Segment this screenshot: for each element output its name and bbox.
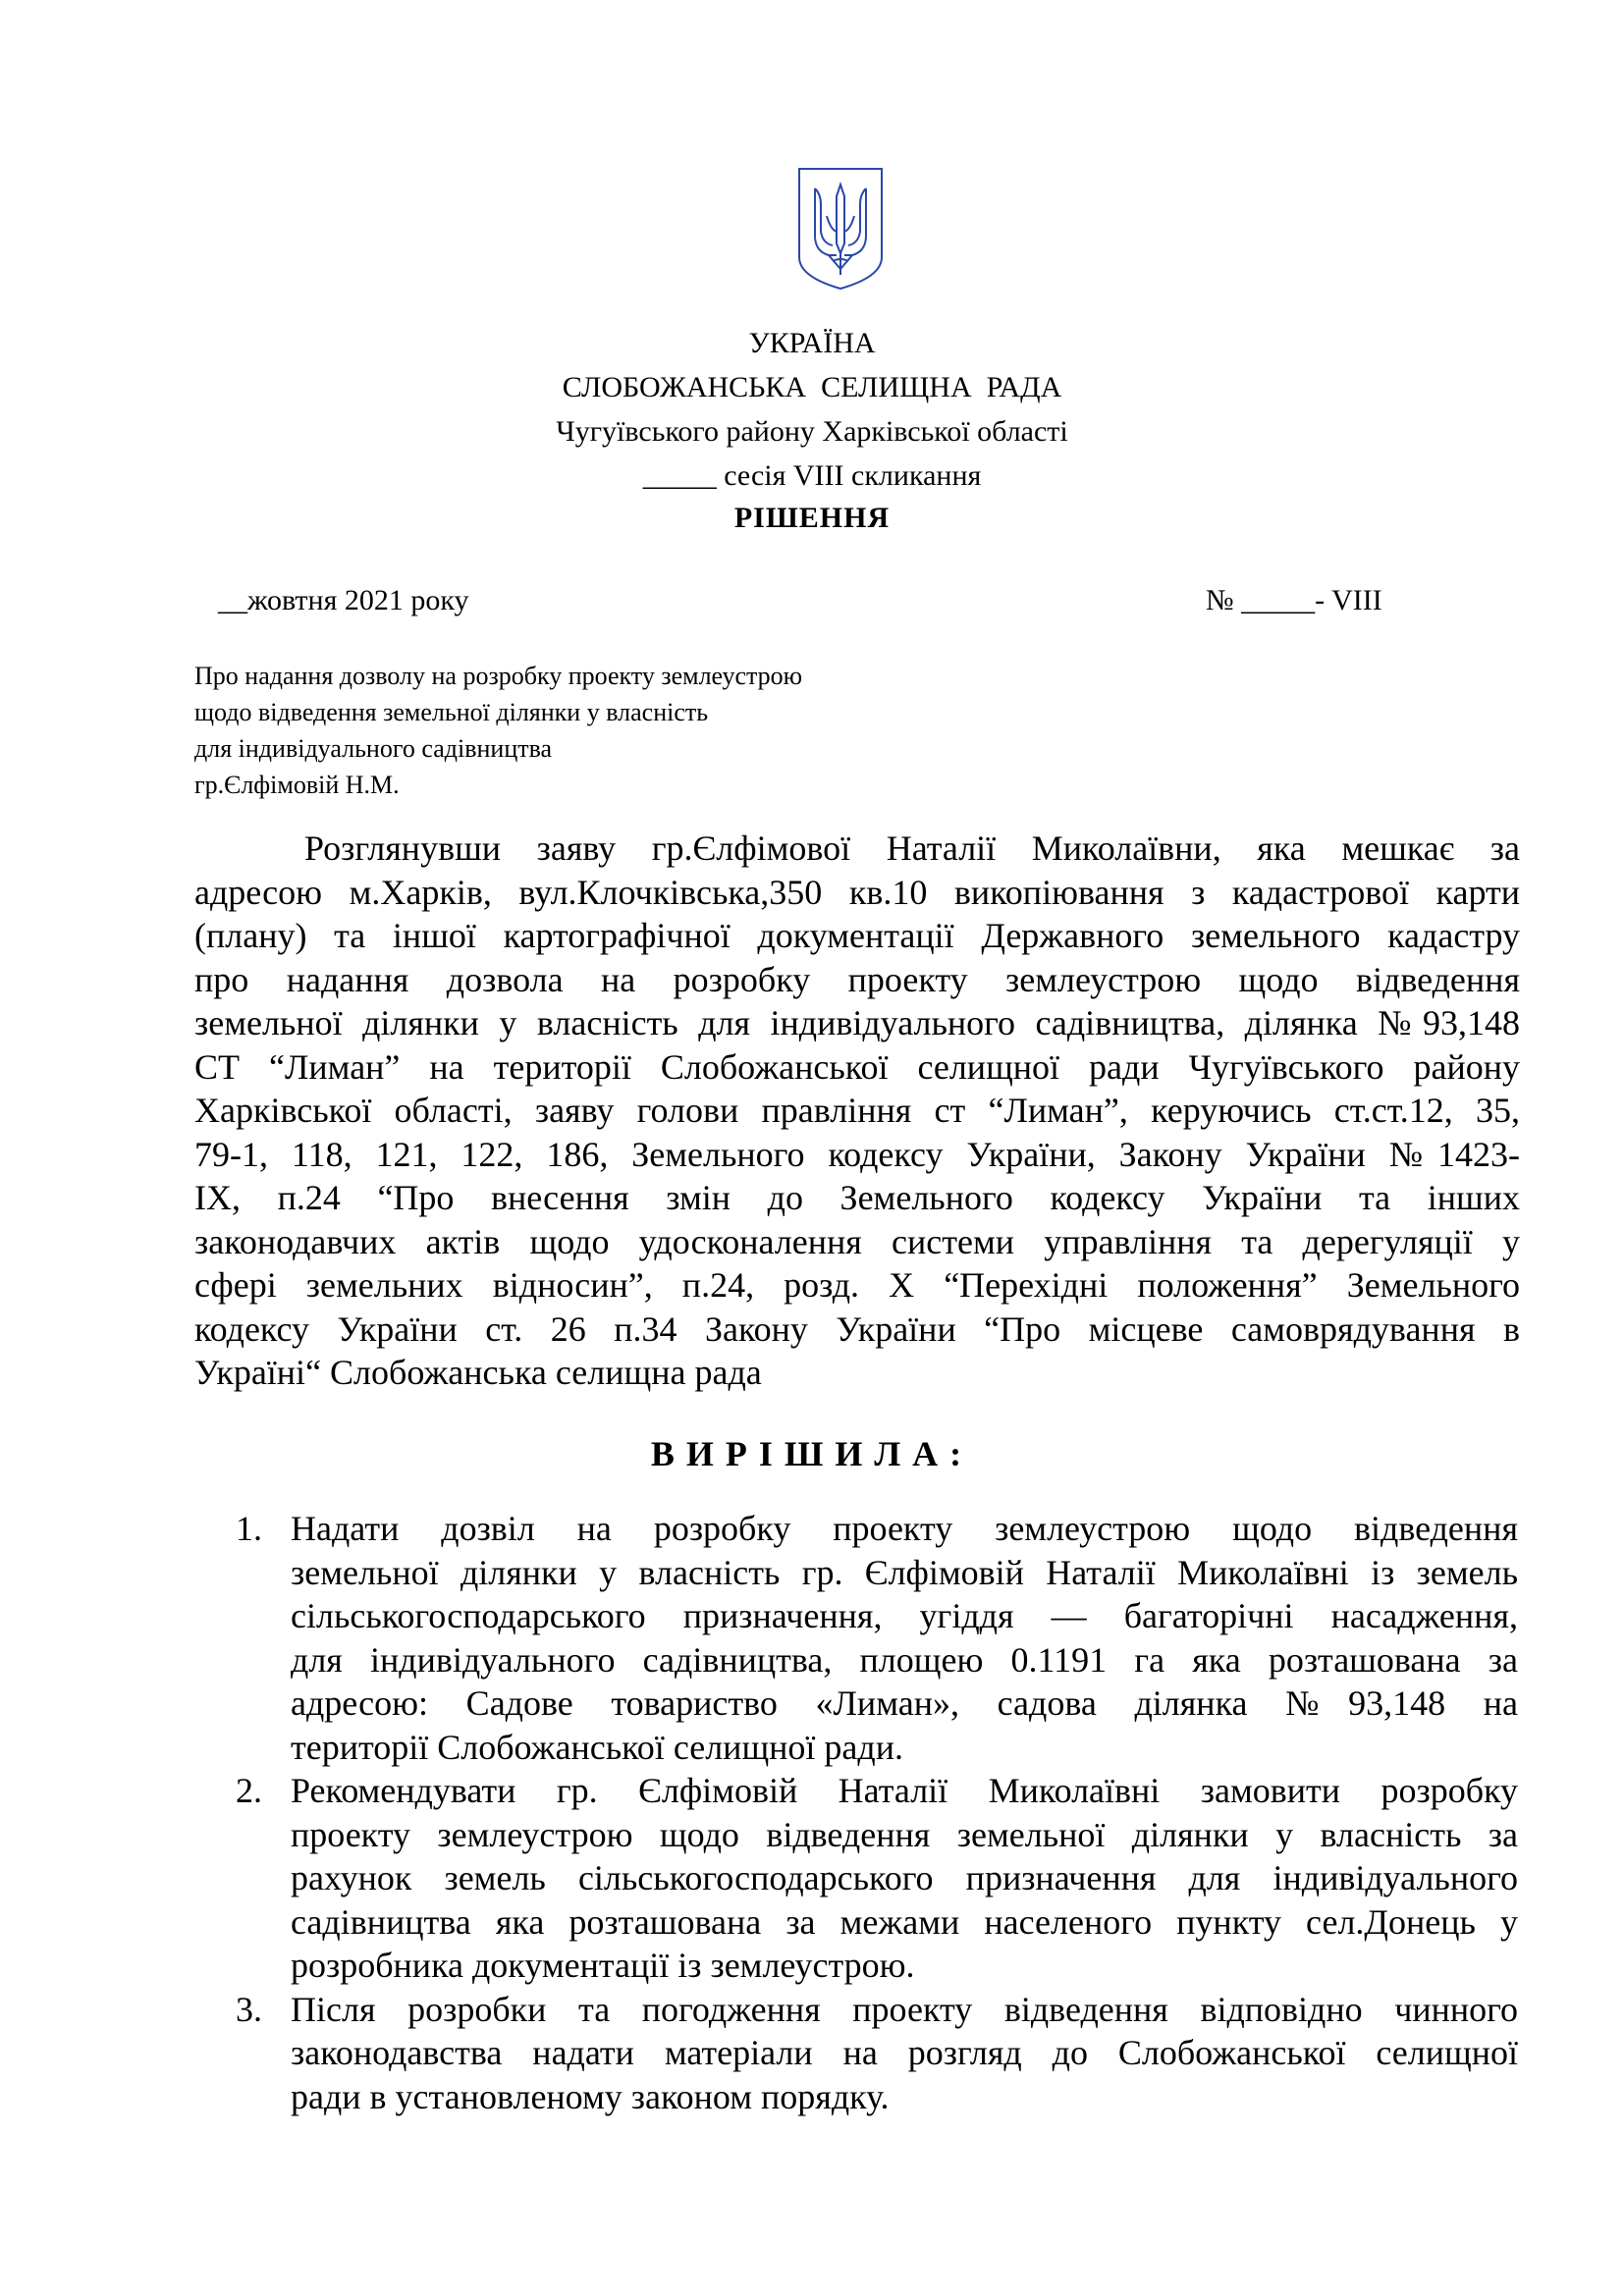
preamble-line: про надання дозвола на розробку проекту землеустрою щодо відведення [194,959,1520,999]
preamble-line: земельної ділянки у власність для індивідуального садівництва, ділянка №93,148 [194,1003,1520,1042]
preamble-line: кодексу України ст. 26 п.34 Закону України “Про місцеве самоврядування в [194,1308,1520,1349]
preamble-line: Розглянувши заяву гр.Єлфімової Наталії Миколаївни, яка мешкає за [304,828,1520,868]
council-name: СЛОБОЖАНСЬКА СЕЛИЩНА РАДА [562,371,1062,403]
decision-item-line: Надати дозвіл на розробку проекту землеустрою щодо відведення [291,1509,1518,1548]
decision-item-line: ради в установленому законом порядку. [291,2076,890,2116]
decision-list [236,1507,1518,2118]
decision-item-line: Після розробки та погодження проекту відведення відповідно чинного [291,1989,1518,2029]
decision-item-line: адресою: Садове товариство «Лиман», садова ділянка №93,148 на [291,1683,1518,1723]
subject-line: щодо відведення земельної ділянки у власність [194,698,709,726]
country-name: УКРАЇНА [748,327,876,359]
preamble-line: адресою м.Харків, вул.Клочківська,350 кв.10 викопіювання з кадастрової карти [194,872,1520,912]
session-line: _____ сесія VIII скликання [642,459,982,492]
decision-item-number: 2. [236,1771,262,1810]
subject-line: для індивідуального садівництва [194,734,553,763]
district-name: Чугуївського району Харківської області [556,415,1068,448]
subject-line: гр.Єлфімовій Н.М. [194,771,400,799]
decision-item-number: 3. [236,1989,262,2029]
preamble-line: сфері земельних відносин”, п.24, розд. Х “Перехідні положення” Земельного [194,1265,1520,1305]
decision-item [236,1769,1518,1988]
subject-line: Про надання дозволу на розробку проекту землеустрою [194,662,803,690]
decision-item-number: 1. [236,1509,262,1548]
decision-date: __жовтня 2021 року [218,584,469,616]
decision-item-line: рахунок земель сільськогосподарського призначення для індивідуального [291,1858,1518,1897]
preamble-line: Харківської області, заяву голови правління ст “Лиман”, керуючись ст.ст.12, 35, [194,1091,1520,1130]
preamble-line: (плану) та іншої картографічної документації Державного земельного кадастру [194,916,1520,955]
decision-item-line: для індивідуального садівництва, площею 0.1191 га яка розташована за [291,1639,1518,1680]
decision-item-line: земельної ділянки у власність гр. Єлфімовій Наталії Миколаївні із земель [291,1552,1518,1592]
resolved-heading: ВИРІШИЛА: [650,1434,974,1473]
decision-item-line: Рекомендувати гр. Єлфімовій Наталії Миколаївні замовити розробку [291,1771,1518,1810]
decision-item-line: території Слобожанської селищної ради. [291,1727,903,1767]
preamble-line: законодавчих актів щодо удосконалення системи управління та дерегуляції у [194,1221,1520,1261]
header-block [0,321,1624,498]
decision-item-line: садівництва яка розташована за межами населеного пункту сел.Донець у [291,1901,1518,1942]
decision-item-line: проекту землеустрою щодо відведення земельної ділянки у власність за [291,1814,1518,1854]
subject-block [194,658,802,803]
decision-item-line: законодавства надати матеріали на розгляд до Слобожанської селищної [291,2033,1518,2072]
preamble-paragraph [194,827,1520,1395]
decision-item-line: розробника документації із землеустрою. [291,1946,915,1985]
preamble-line: 79-1, 118, 121, 122, 186, Земельного кодексу України, Закону України №1423- [194,1134,1520,1174]
decision-item [236,1988,1518,2119]
preamble-line: Україні“ Слобожанська селищна рада [194,1353,762,1392]
decision-item [236,1507,1518,1769]
document-title: РІШЕННЯ [733,502,891,534]
trident-emblem-icon [797,167,884,291]
preamble-line: IX, п.24 “Про внесення змін до Земельного кодексу України та інших [194,1178,1520,1217]
decision-item-line: сільськогосподарського призначення, угіддя — багаторічні насадження, [291,1596,1518,1635]
preamble-line: СТ “Лиман” на території Слобожанської селищної ради Чугуївського району [194,1046,1520,1087]
decision-number: № _____- VIII [1206,584,1382,616]
